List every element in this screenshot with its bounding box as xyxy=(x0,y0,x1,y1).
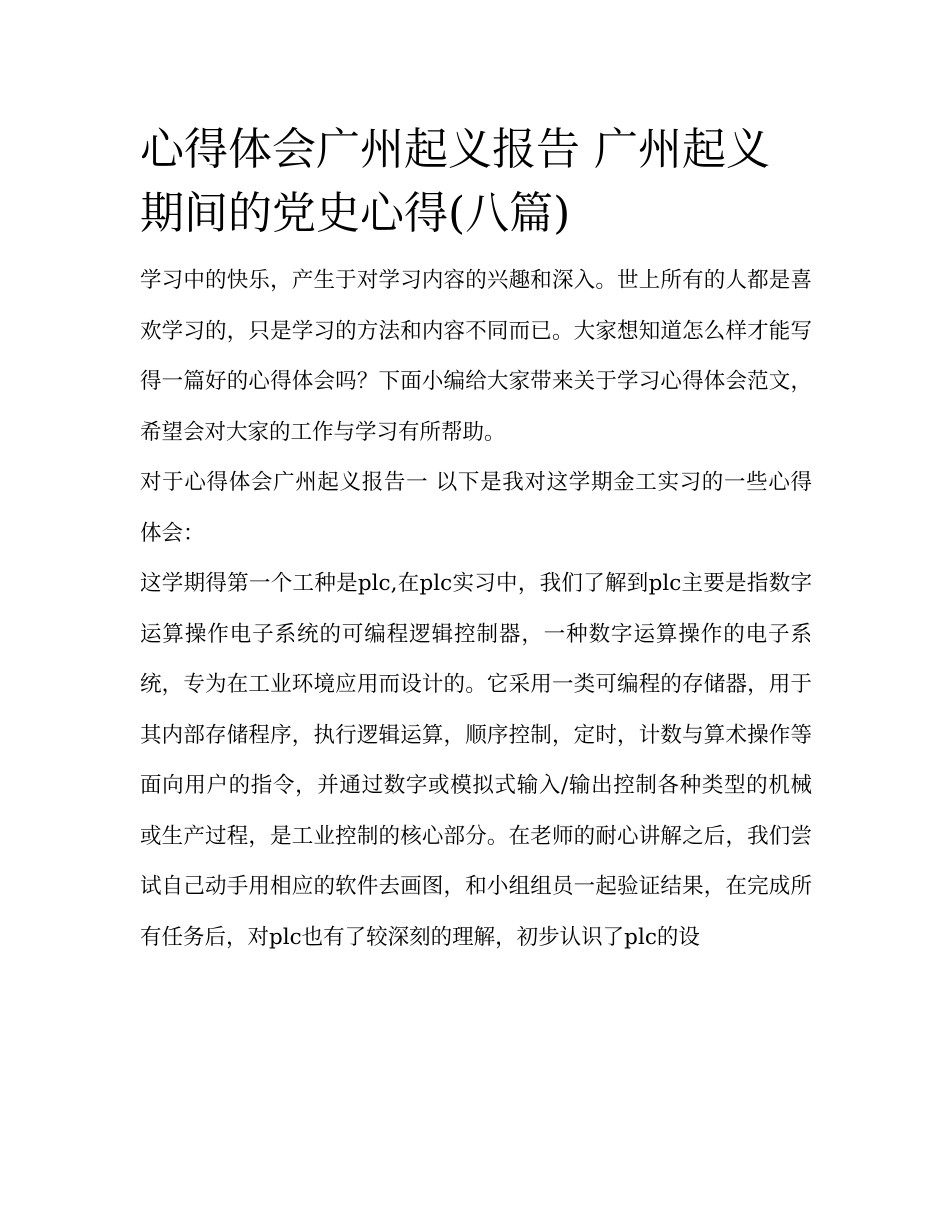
document-body xyxy=(140,118,812,963)
paragraph-section-heading: 对于心得体会广州起义报告一 以下是我对这学期金工实习的一些心得体会： xyxy=(140,470,812,546)
paragraph-intro: 学习中的快乐，产生于对学习内容的兴趣和深入。世上所有的人都是喜欢学习的，只是学习的方法和内容不同而已。大家想知道怎么样才能写得一篇好的心得体会吗？下面小编给大家带来关于学习心得体会范文，希望会对大家的工作与学习有所帮助。 xyxy=(140,268,812,445)
paragraph-plc: 这学期得第一个工种是plc,在plc实习中，我们了解到plc主要是指数字运算操作电子系统的可编程逻辑控制器，一种数字运算操作的电子系统，专为在工业环境应用而设计的。它采用一类可编程的存储器，用于其内部存储程序，执行逻辑运算，顺序控制，定时，计数与算术操作等面向用户的指令，并通过数字或模拟式输入/输出控制各种类型的机械或生产过程，是工业控制的核心部分。在老师的耐心讲解之后，我们尝试自己动手用相应的软件去画图，和小组组员一起验证结果，在完成所有任务后，对plc也有了较深刻的理解，初步认识了plc的设 xyxy=(140,571,812,950)
document-title: 心得体会广州起义报告 广州起义期间的党史心得(八篇) xyxy=(140,124,770,239)
